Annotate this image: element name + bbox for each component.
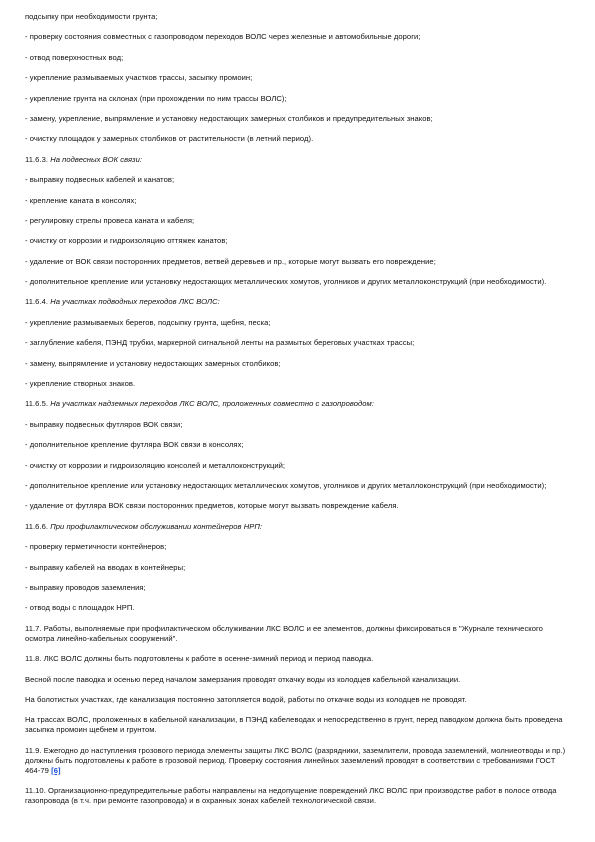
paragraph xyxy=(25,624,570,644)
paragraph-text: 11.9. Ежегодно до наступления грозового периода элементы защиты ЛКС ВОЛС (разрядники, заземлители, провода заземлений, молниеотводы и пр.) должны быть подготовлены к работе в грозовой период. Проверку состояния линейных заземлений проводят в соответствии с требованиями ГОСТ 464-79 xyxy=(25,745,566,775)
paragraph-text: - дополнительное крепление или установку недостающих металлических хомутов, уголников и других металлоконструкций (при необходимости); xyxy=(25,480,547,490)
list-item xyxy=(25,175,570,185)
document-body xyxy=(25,12,570,806)
list-item xyxy=(25,257,570,267)
list-item xyxy=(25,583,570,593)
paragraph-text: 11.10. Организационно-предупредительные работы направлены на недопущение повреждений ЛКС ВОЛС при производстве работ в полосе отвода газопровода (в т.ч. при ремонте газопровода) и в охранных зонах кабелей технологической связи. xyxy=(25,786,557,806)
paragraph-text: 11.8. ЛКС ВОЛС должны быть подготовлены к работе в осенне-зимний период и период паводка. xyxy=(25,654,374,664)
paragraph-text: - удаление от футляра ВОК связи посторонних предметов, которые могут вызвать повреждение кабеля. xyxy=(25,501,399,511)
list-item xyxy=(25,196,570,206)
list-item xyxy=(25,481,570,491)
list-item xyxy=(25,501,570,511)
list-item xyxy=(25,542,570,552)
paragraph-text: - выправку кабелей на вводах в контейнеры; xyxy=(25,562,186,572)
section-heading xyxy=(25,522,570,532)
section-number: 11.6.6. xyxy=(25,521,49,531)
paragraph-text: - выправку подвесных футляров ВОК связи; xyxy=(25,419,183,429)
paragraph-text: - проверку состояния совместных с газопроводом переходов ВОЛС через железные и автомобильные дороги; xyxy=(25,32,421,42)
list-item xyxy=(25,379,570,389)
list-item xyxy=(25,338,570,348)
list-item xyxy=(25,236,570,246)
list-item xyxy=(25,440,570,450)
list-item xyxy=(25,114,570,124)
paragraph-text: - дополнительное крепление или установку недостающих металлических хомутов, уголников и других металлоконструкций (при необходимости). xyxy=(25,277,547,287)
list-item xyxy=(25,277,570,287)
paragraph-text: - выправку проводов заземления; xyxy=(25,582,146,592)
list-item xyxy=(25,603,570,613)
paragraph-text: - очистку площадок у замерных столбиков от растительности (в летний период). xyxy=(25,134,314,144)
paragraph-text: - замену, укрепление, выпрямление и установку недостающих замерных столбиков и предупредительных знаков; xyxy=(25,113,433,123)
paragraph-text: На трассах ВОЛС, проложенных в кабельной канализации, в ПЭНД кабелеводах и непосредственно в грунт, перед паводком должна быть проведена засыпка промоин щебнем и грунтом. xyxy=(25,715,563,735)
paragraph-text: - укрепление створных знаков. xyxy=(25,379,136,389)
paragraph xyxy=(25,695,570,705)
paragraph-text: - укрепление грунта на склонах (при прохождении по ним трассы ВОЛС); xyxy=(25,93,287,103)
list-item xyxy=(25,53,570,63)
paragraph-text: - отвод воды с площадок НРП. xyxy=(25,603,135,613)
paragraph-text: - замену, выпрямление и установку недостающих замерных столбиков; xyxy=(25,358,281,368)
paragraph-text: На болотистых участках, где канализация постоянно затопляется водой, работы по откачке воды из колодцев не проводят. xyxy=(25,694,467,704)
paragraph xyxy=(25,746,570,776)
list-item xyxy=(25,420,570,430)
paragraph-text: Весной после паводка и осенью перед началом замерзания проводят откачку воды из колодцев кабельной канализации. xyxy=(25,674,461,684)
list-item xyxy=(25,461,570,471)
section-number: 11.6.5. xyxy=(25,399,49,409)
list-item xyxy=(25,73,570,83)
section-title: На участках надземных переходов ЛКС ВОЛС, проложенных совместно с газопроводом: xyxy=(50,399,374,409)
list-item xyxy=(25,94,570,104)
section-heading xyxy=(25,399,570,409)
paragraph-text: - очистку от коррозии и гидроизоляцию консолей и металлоконструкций; xyxy=(25,460,286,470)
paragraph-text: - выправку подвесных кабелей и канатов; xyxy=(25,175,175,185)
section-number: 11.6.3. xyxy=(25,154,49,164)
section-heading xyxy=(25,155,570,165)
paragraph-text: - крепление каната в консолях; xyxy=(25,195,137,205)
section-title: При профилактическом обслуживании контейнеров НРП: xyxy=(50,521,263,531)
list-item xyxy=(25,318,570,328)
paragraph-text: - заглубление кабеля, ПЭНД трубки, маркерной сигнальной ленты на размытых береговых участках трассы; xyxy=(25,338,415,348)
paragraph-text: - дополнительное крепление футляра ВОК связи в консолях; xyxy=(25,440,244,450)
section-heading xyxy=(25,297,570,307)
paragraph-text: - регулировку стрелы провеса каната и кабеля; xyxy=(25,215,195,225)
list-item xyxy=(25,563,570,573)
paragraph xyxy=(25,786,570,806)
paragraph-text: - укрепление размываемых берегов, подсыпку грунта, щебня, песка; xyxy=(25,317,271,327)
section-number: 11.6.4. xyxy=(25,297,49,307)
paragraph xyxy=(25,12,570,22)
paragraph-text: - удаление от ВОК связи посторонних предметов, ветвей деревьев и пр., которые могут вызвать его повреждение; xyxy=(25,256,436,266)
list-item xyxy=(25,134,570,144)
paragraph-text: - очистку от коррозии и гидроизоляцию оттяжек канатов; xyxy=(25,236,228,246)
section-title: На участках подводных переходов ЛКС ВОЛС: xyxy=(50,297,220,307)
paragraph xyxy=(25,654,570,664)
list-item xyxy=(25,216,570,226)
reference-link[interactable]: [6] xyxy=(51,765,61,775)
paragraph xyxy=(25,715,570,735)
paragraph xyxy=(25,675,570,685)
paragraph-text: подсыпку при необходимости грунта; xyxy=(25,12,158,21)
paragraph-text: 11.7. Работы, выполняемые при профилактическом обслуживании ЛКС ВОЛС и ее элементов, должны фиксироваться в "Журнале технического осмотра линейно-кабельных сооружений". xyxy=(25,623,543,643)
paragraph-text: - укрепление размываемых участков трассы, засыпку промоин; xyxy=(25,73,253,83)
list-item xyxy=(25,359,570,369)
paragraph-text: - отвод поверхностных вод; xyxy=(25,52,124,62)
paragraph-text: - проверку герметичности контейнеров; xyxy=(25,542,167,552)
section-title: На подвесных ВОК связи: xyxy=(50,154,143,164)
list-item xyxy=(25,32,570,42)
